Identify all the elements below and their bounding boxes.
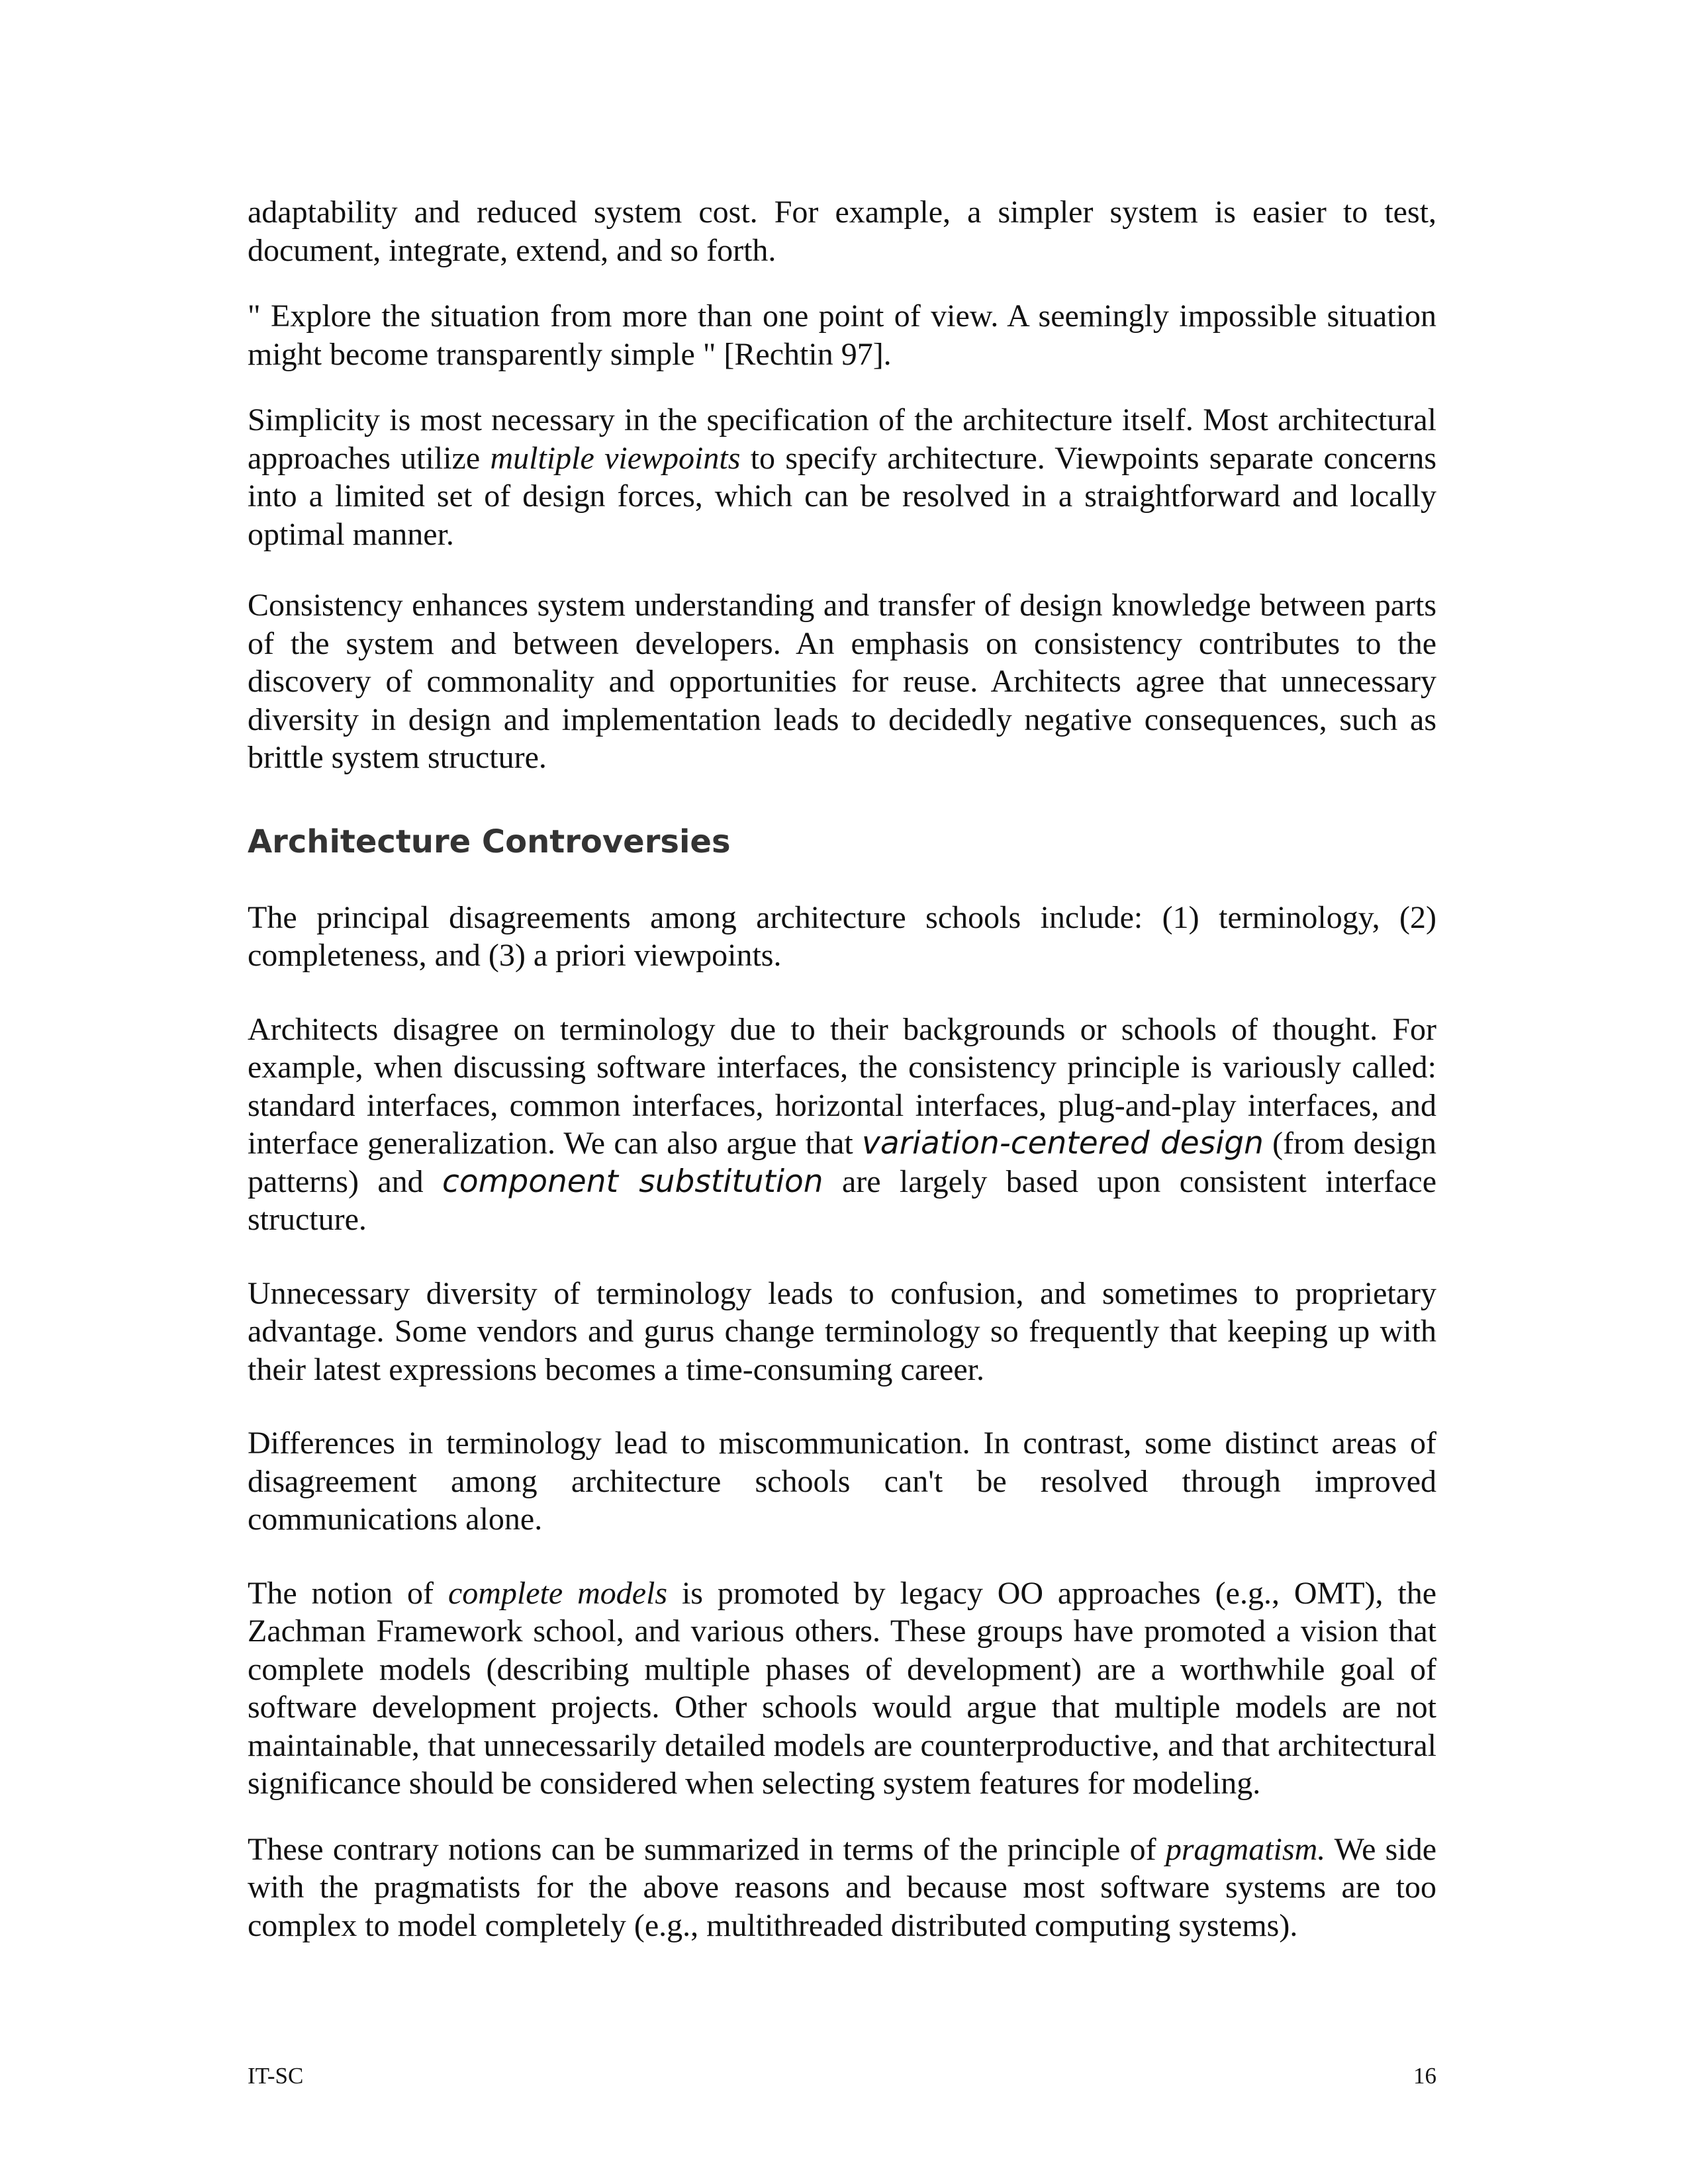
paragraph-principal-disagreements: The principal disagreements among architecture schools include: (1) terminology, (2) completeness, and (3) a priori viewpoints. bbox=[248, 899, 1436, 973]
paragraph-terminology bbox=[248, 1011, 1436, 1239]
text-run: Architects disagree on terminology due to their backgrounds or schools of thought. For example, when discussing software interfaces, the consistency principle is variously called: standard interfaces, common interfaces, horizontal interfaces, plug-and-play interfaces, and interface generalization. We can also argue that bbox=[248, 1011, 1436, 1161]
text-run: (from design patterns) and bbox=[248, 1126, 1437, 1199]
emphasis-multiple-viewpoints: multiple viewpoints bbox=[490, 440, 741, 476]
paragraph-miscommunication: Differences in terminology lead to miscommunication. In contrast, some distinct areas of disagreement among architecture schools can't be resolved through improved communications alone. bbox=[248, 1426, 1436, 1537]
text-run: are largely based upon consistent interface structure. bbox=[248, 1163, 1436, 1237]
emphasis-complete-models: complete models bbox=[447, 1575, 668, 1611]
section-heading: Architecture Controversies bbox=[248, 823, 731, 860]
page-footer bbox=[248, 2063, 1436, 2089]
document-body bbox=[248, 193, 1436, 1944]
paragraph-rechtin-quote: " Explore the situation from more than one point of view. A seemingly impossible situation might become transparently simple " [Rechtin 97]. bbox=[248, 298, 1436, 372]
text-run: We side with the pragmatists for the above reasons and because most software systems are too complex to model completely (e.g., multithreaded distributed computing systems). bbox=[248, 1831, 1437, 1943]
emphasis-pragmatism: pragmatism. bbox=[1165, 1831, 1326, 1867]
paragraph-complete-models bbox=[248, 1574, 1436, 1803]
paragraph-simpler-system: adaptability and reduced system cost. For example, a simpler system is easier to test, document, integrate, extend, and so forth. bbox=[248, 195, 1436, 268]
text-run: is promoted by legacy OO approaches (e.g., OMT), the Zachman Framework school, and various others. These groups have promoted a vision that complete models (describing multiple phases of development) are a worthwhile goal of software development projects. Other schools would argue that multiple models are not maintainable, that unnecessarily detailed models are counterproductive, and that architectural significance should be considered when selecting system features for modeling. bbox=[248, 1575, 1437, 1801]
text-run: The notion of bbox=[248, 1575, 448, 1611]
emphasis-variation-centered-design: variation-centered design bbox=[862, 1125, 1264, 1161]
paragraph-unnecessary-diversity: Unnecessary diversity of terminology leads to confusion, and sometimes to proprietary advantage. Some vendors and gurus change terminology so frequently that keeping up with their latest expressions becomes a time-consuming career. bbox=[248, 1275, 1436, 1387]
text-run: These contrary notions can be summarized in terms of the principle of bbox=[248, 1831, 1166, 1867]
paragraph-pragmatism bbox=[248, 1831, 1436, 1945]
text-run: Simplicity is most necessary in the specification of the architecture itself. Most architectural approaches utilize bbox=[248, 402, 1436, 476]
footer-source-label: IT-SC bbox=[248, 2063, 304, 2089]
page-number: 16 bbox=[1413, 2063, 1436, 2089]
paragraph-consistency: Consistency enhances system understanding and transfer of design knowledge between parts of the system and between developers. An emphasis on consistency contributes to the discovery of commonality and opportunities for reuse. Architects agree that unnecessary diversity in design and implementation leads to decidedly negative consequences, such as brittle system structure. bbox=[248, 588, 1436, 775]
paragraph-simplicity bbox=[248, 401, 1436, 553]
emphasis-component-substitution: component substitution bbox=[442, 1163, 823, 1200]
text-run: to specify architecture. Viewpoints separate concerns into a limited set of design forces, which can be resolved in a straightforward and locally optimal manner. bbox=[248, 440, 1437, 552]
